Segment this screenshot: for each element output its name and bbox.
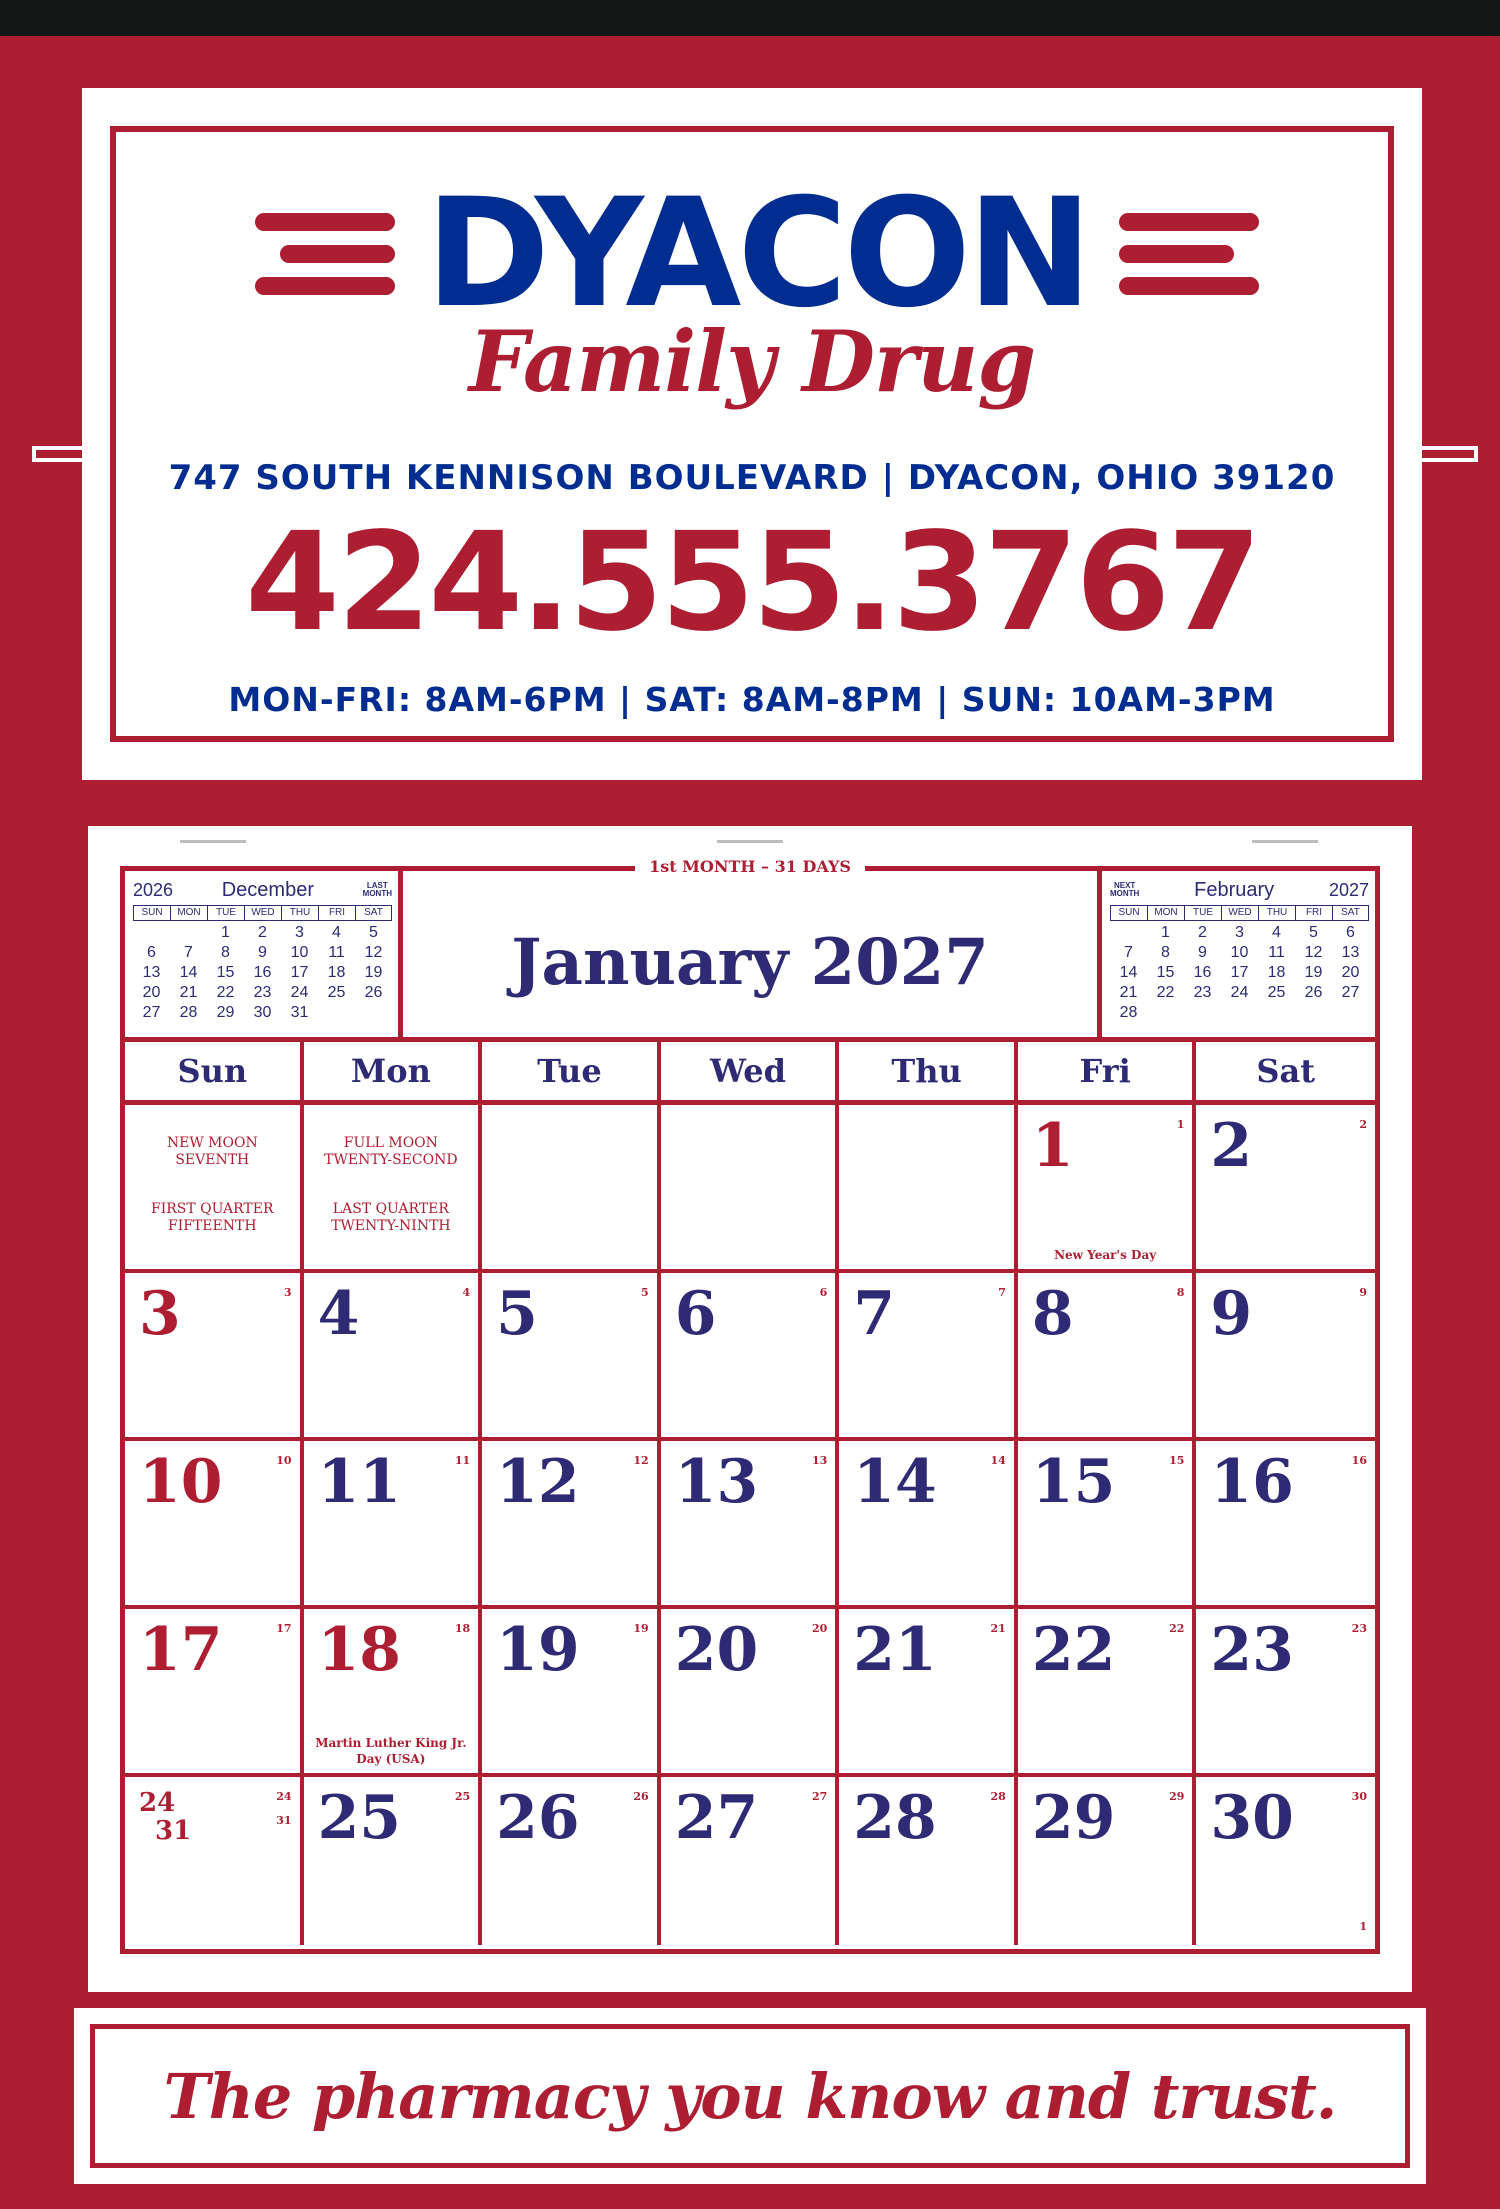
top-edge-bar: [0, 0, 1500, 36]
next-month-marker: 1: [1359, 1920, 1367, 1933]
day-cell: [125, 1441, 304, 1609]
mini-day: 5: [369, 924, 378, 941]
mini-day: 28: [179, 1004, 198, 1021]
day-number: 20: [674, 1615, 759, 1685]
day-cell: [482, 1609, 661, 1777]
day-of-year: 1: [1176, 1118, 1185, 1131]
brand-name: DYACON: [425, 167, 1089, 341]
day-number: 26: [496, 1783, 580, 1853]
mini-weekday: TUE: [1184, 905, 1221, 921]
moon-phase-note: LAST QUARTER TWENTY-NINTH: [331, 1201, 451, 1234]
mini-day: 25: [1267, 984, 1286, 1001]
calendar-panel: [88, 826, 1412, 1992]
day-of-year: 7: [998, 1286, 1006, 1299]
day-number: 25: [317, 1783, 402, 1853]
day-of-year: 8: [1176, 1286, 1185, 1299]
day-number: 12: [496, 1447, 580, 1517]
day-number: 8: [1031, 1279, 1074, 1349]
mini-day: 14: [1119, 964, 1138, 981]
mini-day: 27: [1341, 984, 1360, 1001]
mini-day: 30: [253, 1004, 272, 1021]
mini-day: 20: [1341, 964, 1360, 981]
day-cell: [482, 1441, 661, 1609]
mini-weekday: WED: [244, 905, 281, 921]
mini-day: 1: [221, 924, 230, 941]
day-of-year: 21: [990, 1622, 1006, 1635]
day-cell: [661, 1273, 840, 1441]
mini-day: 19: [1304, 964, 1323, 981]
day-cell: [1196, 1609, 1375, 1777]
day-of-year: 3: [283, 1286, 292, 1299]
weekday-wed: Wed: [661, 1042, 840, 1100]
mini-day: 14: [179, 964, 198, 981]
mini-prev-month-name: December: [221, 878, 314, 901]
day-number: 23: [1210, 1615, 1294, 1685]
mini-weekday: FRI: [318, 905, 355, 921]
day-number: 19: [496, 1615, 580, 1685]
mini-weekday: WED: [1221, 905, 1258, 921]
day-of-year: 28: [990, 1790, 1006, 1803]
holiday-label: New Year's Day: [1054, 1248, 1157, 1262]
day-cell: [1196, 1105, 1375, 1273]
day-number: 18: [317, 1615, 402, 1685]
day-cell: [661, 1105, 840, 1273]
left-stripes-icon: [245, 213, 395, 295]
mini-weekday: TUE: [207, 905, 244, 921]
day-cell: [304, 1609, 483, 1777]
day-cell: [1018, 1105, 1197, 1273]
day-of-year: 20: [811, 1622, 828, 1635]
day-number: 28: [853, 1783, 937, 1853]
mini-day: 15: [216, 964, 235, 981]
mini-day: [170, 923, 207, 943]
day-number: 16: [1210, 1447, 1294, 1517]
hanger-hook: [1252, 840, 1318, 843]
day-cell: [482, 1105, 661, 1273]
mini-next-month-name: February: [1194, 878, 1275, 901]
mini-day: 4: [332, 924, 341, 941]
day-cell: [1018, 1273, 1197, 1441]
mini-day: 22: [216, 984, 235, 1001]
mini-day: 22: [1156, 984, 1175, 1001]
mini-day: 8: [1161, 944, 1170, 961]
day-cell: [125, 1105, 304, 1273]
day-of-year: 17: [276, 1622, 292, 1635]
day-cell: [1018, 1609, 1197, 1777]
mini-weekday: SAT: [1332, 905, 1369, 921]
mini-day: 5: [1309, 924, 1318, 941]
day-cell: [482, 1273, 661, 1441]
brand-logo: [116, 167, 1388, 341]
day-of-year: 25: [454, 1790, 471, 1803]
day-of-year: 27: [811, 1790, 828, 1803]
mini-next-days: [1110, 923, 1369, 1023]
weekday-mon: Mon: [304, 1042, 483, 1100]
mini-day: 27: [142, 1004, 161, 1021]
day-number: 27: [674, 1783, 759, 1853]
day-number: 22: [1031, 1615, 1116, 1685]
day-cell: [1196, 1441, 1375, 1609]
day-number: 2: [1210, 1111, 1253, 1181]
mini-day: 13: [1341, 944, 1360, 961]
day-cell: [661, 1609, 840, 1777]
footer-panel: [74, 2008, 1426, 2184]
mini-prev-days: [133, 923, 392, 1023]
mini-day: 23: [253, 984, 272, 1001]
day-cell: [1018, 1777, 1197, 1945]
day-of-year: 9: [1359, 1286, 1367, 1299]
mini-day: 16: [1193, 964, 1212, 981]
mini-day: 6: [1346, 924, 1355, 941]
header-panel: [82, 88, 1422, 780]
mini-next-tag: NEXT MONTH: [1110, 881, 1140, 898]
mini-weekday: SAT: [355, 905, 392, 921]
day-cell: [1196, 1273, 1375, 1441]
mini-day: 21: [1119, 984, 1138, 1001]
day-number: 21: [853, 1615, 937, 1685]
mini-day: 26: [364, 984, 383, 1001]
mini-day: 9: [258, 944, 267, 961]
mini-day: 16: [253, 964, 272, 981]
mini-day: 29: [216, 1004, 235, 1021]
day-cell: [125, 1609, 304, 1777]
mini-calendar-next: [1097, 871, 1375, 1037]
holiday-label: Martin Luther King Jr. Day (USA): [315, 1736, 467, 1766]
store-address: 747 SOUTH KENNISON BOULEVARD | DYACON, OHIO 39120: [168, 458, 1336, 498]
mini-day: 6: [147, 944, 156, 961]
day-number: 1: [1031, 1111, 1074, 1181]
mini-day: 17: [290, 964, 309, 981]
day-number: 13: [674, 1447, 759, 1517]
mini-weekday: FRI: [1295, 905, 1332, 921]
mini-day: 3: [295, 924, 304, 941]
day-of-year: 29: [1169, 1790, 1185, 1803]
mini-day: 23: [1193, 984, 1212, 1001]
day-of-year: 11: [454, 1454, 471, 1467]
store-hours: MON-FRI: 8AM-6PM | SAT: 8AM-8PM | SUN: 10AM-3PM: [228, 680, 1276, 719]
mini-next-weekdays: [1110, 905, 1369, 921]
mini-day: 12: [1304, 944, 1323, 961]
mini-day: 19: [364, 964, 383, 981]
day-cell: [839, 1777, 1018, 1945]
day-of-year: 13: [811, 1454, 828, 1467]
mini-day: 10: [290, 944, 309, 961]
day-cell: [839, 1105, 1018, 1273]
day-of-year: 26: [633, 1790, 649, 1803]
mini-day: 18: [1267, 964, 1286, 981]
day-number: 6: [674, 1279, 717, 1349]
day-number: 11: [317, 1447, 402, 1517]
right-stripes-icon: [1119, 213, 1259, 295]
day-number: 5: [496, 1279, 538, 1349]
mini-day: 2: [258, 924, 267, 941]
mini-weekday: MON: [170, 905, 207, 921]
right-hanger-bar: [1418, 446, 1478, 462]
mini-weekday: SUN: [1110, 905, 1147, 921]
moon-phase-note: FULL MOON TWENTY-SECOND: [324, 1135, 458, 1168]
weekday-tue: Tue: [482, 1042, 661, 1100]
weekday-sat: Sat: [1256, 1052, 1316, 1090]
day-cell: [304, 1273, 483, 1441]
mini-day: 7: [184, 944, 193, 961]
mini-day: 17: [1230, 964, 1249, 981]
mini-day: 4: [1272, 924, 1281, 941]
header-inner-border: [110, 126, 1394, 742]
weekday-thu: Thu: [839, 1042, 1018, 1100]
day-of-year: 14: [990, 1454, 1006, 1467]
mini-day: 10: [1230, 944, 1249, 961]
mini-day: 12: [364, 944, 383, 961]
mini-prev-year: 2026: [133, 879, 174, 900]
day-number: 4: [317, 1279, 360, 1349]
day-of-year: 2: [1359, 1118, 1367, 1131]
mini-day: 2: [1198, 924, 1207, 941]
mini-day: 28: [1119, 1004, 1138, 1021]
mini-weekday: THU: [1258, 905, 1295, 921]
mini-weekday: MON: [1147, 905, 1184, 921]
month-length-tag: 1st MONTH – 31 DAYS: [125, 857, 1375, 877]
day-cell: [839, 1273, 1018, 1441]
mini-day: 15: [1156, 964, 1175, 981]
month-title: January 2027: [511, 924, 989, 1000]
mini-day: 11: [328, 944, 345, 961]
mini-calendar-previous: [125, 871, 403, 1037]
day-of-year: 22: [1169, 1622, 1185, 1635]
mini-day: [133, 923, 170, 943]
day-cell: [1196, 1777, 1375, 1945]
day-cell: [839, 1609, 1018, 1777]
day-of-year: 12: [633, 1454, 649, 1467]
month-grid: [125, 1037, 1375, 1949]
day-number: 29: [1031, 1783, 1116, 1853]
footer-inner-border: [90, 2024, 1410, 2168]
day-number: 9: [1210, 1279, 1253, 1349]
weekday-header-row: [125, 1042, 1375, 1105]
day-number: 17: [139, 1615, 223, 1685]
day-cell: [304, 1441, 483, 1609]
hanger-hook: [717, 840, 783, 843]
day-cell: [839, 1441, 1018, 1609]
mini-day: 8: [221, 944, 230, 961]
mini-day: 13: [142, 964, 161, 981]
mini-day: 24: [290, 984, 309, 1001]
calendar-grid-box: [120, 857, 1380, 1954]
mini-day: [1110, 923, 1147, 943]
day-number: 15: [1031, 1447, 1116, 1517]
mini-day: 1: [1161, 924, 1170, 941]
brand-subtitle: Family Drug: [468, 312, 1036, 411]
day-number: 10: [139, 1447, 223, 1517]
day-number: 3: [139, 1279, 181, 1349]
day-number: 30: [1210, 1783, 1294, 1853]
day-number-stacked: [139, 1789, 191, 1845]
day-of-year: 18: [454, 1622, 471, 1635]
day-number: 24: [139, 1788, 176, 1818]
mini-day: 3: [1235, 924, 1244, 941]
mini-next-year: 2027: [1328, 879, 1369, 900]
day-cell: [125, 1777, 304, 1945]
day-number: 31: [155, 1816, 192, 1846]
day-number: 7: [853, 1279, 896, 1349]
day-cell: [661, 1777, 840, 1945]
mini-weekday: THU: [281, 905, 318, 921]
mini-day: 31: [290, 1004, 309, 1021]
mini-day: 25: [327, 984, 346, 1001]
moon-phase-note: FIRST QUARTER FIFTEENTH: [151, 1201, 274, 1234]
day-of-year: 5: [641, 1286, 649, 1299]
mini-day: 24: [1230, 984, 1249, 1001]
day-of-year: 4: [462, 1286, 471, 1299]
day-of-year: 6: [819, 1286, 828, 1299]
footer-tagline: The pharmacy you know and trust.: [163, 2059, 1337, 2133]
mini-day: 7: [1124, 944, 1133, 961]
day-of-year: 30: [1351, 1790, 1367, 1803]
day-cell: [661, 1441, 840, 1609]
mini-day: 11: [1268, 944, 1285, 961]
day-of-year: 19: [633, 1622, 649, 1635]
weekday-fri: Fri: [1018, 1042, 1197, 1100]
month-title-area: [403, 871, 1097, 1037]
store-phone: 424.555.3767: [245, 504, 1259, 662]
moon-phase-note: NEW MOON SEVENTH: [166, 1135, 258, 1168]
left-hanger-bar: [32, 446, 92, 462]
mini-prev-weekdays: [133, 905, 392, 921]
day-cell: [482, 1777, 661, 1945]
day-number: 14: [853, 1447, 937, 1517]
day-of-year: 24 31: [276, 1790, 292, 1827]
day-of-year: 10: [276, 1454, 292, 1467]
day-cell: [125, 1273, 304, 1441]
mini-day: 21: [179, 984, 198, 1001]
day-cell: [1018, 1441, 1197, 1609]
mini-day: 9: [1198, 944, 1207, 961]
week-rows: [125, 1105, 1375, 1945]
mini-day: 18: [327, 964, 346, 981]
weekday-sun: Sun: [125, 1042, 304, 1100]
mini-prev-tag: LAST MONTH: [362, 881, 392, 898]
mini-weekday: SUN: [133, 905, 170, 921]
hanger-hook: [180, 840, 246, 843]
day-of-year: 16: [1351, 1454, 1367, 1467]
day-cell: [304, 1777, 483, 1945]
day-of-year: 23: [1351, 1622, 1367, 1635]
mini-day: 20: [142, 984, 161, 1001]
mini-day: 26: [1304, 984, 1323, 1001]
day-cell: [304, 1105, 483, 1273]
day-of-year: 15: [1169, 1454, 1185, 1467]
